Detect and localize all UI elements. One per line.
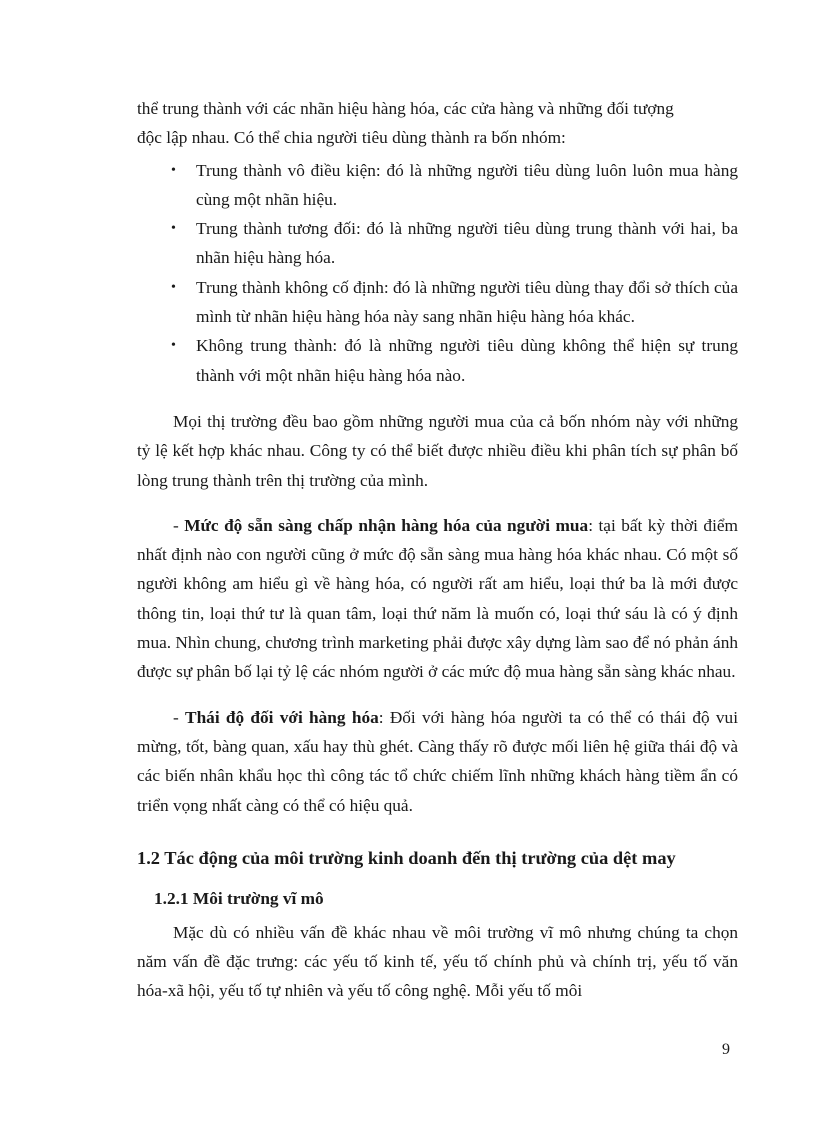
attitude-prefix: - (173, 707, 186, 727)
list-item-text: Trung thành vô điều kiện: đó là những người tiêu dùng luôn luôn mua hàng cùng một nhãn hiệu. (196, 160, 738, 209)
intro-line-2: độc lập nhau. Có thể chia người tiêu dùng thành ra bốn nhóm: (137, 128, 566, 148)
attitude-term: Thái độ đối với hàng hóa (185, 707, 379, 727)
page-content (137, 94, 738, 1022)
list-item-relative (137, 214, 738, 273)
list-item-unconditional (137, 156, 738, 215)
readiness-prefix: - (173, 515, 185, 535)
readiness-body: : tại bất kỳ thời điểm nhất định nào con người cũng ở mức độ sẵn sàng mua hàng hóa khác nhau. Có một số người không am hiểu gì về hàng hóa, có người rất am hiểu, loại thứ ba là mới được thông tin, loại thứ tư là quan tâm, loại thứ năm là muốn có, loại thứ sáu là có ý định mua. Nhìn chung, chương trình marketing phải được xây dựng làm sao để nó phản ánh được sự phân bố lại tỷ lệ các nhóm người ở các mức độ mua hàng sẵn sàng khác nhau. (137, 515, 738, 682)
section-heading: 1.2 Tác động của môi trường kinh doanh đến thị trường của dệt may (137, 847, 676, 868)
bullet-icon: • (171, 221, 176, 237)
readiness-paragraph (137, 511, 738, 687)
list-item-text: Trung thành không cố định: đó là những người tiêu dùng thay đổi sở thích của mình từ nhãn hiệu hàng hóa này sang nhãn hiệu hàng hóa khác. (196, 277, 738, 327)
macro-environment-paragraph: Mặc dù có nhiều vấn đề khác nhau về môi trường vĩ mô nhưng chúng ta chọn năm vấn đề đặc trưng: các yếu tố kinh tế, yếu tố chính phủ và chính trị, yếu tố văn hóa-xã hội, yếu tố tự nhiên và yếu tố công nghệ. Mỗi yếu tố môi (137, 922, 738, 1001)
readiness-term: Mức độ sẵn sàng chấp nhận hàng hóa của người mua (184, 515, 589, 535)
list-item-text: Không trung thành: đó là những người tiêu dùng không thể hiện sự trung thành với một nhãn hiệu hàng hóa nào. (196, 336, 738, 385)
list-item-unstable (137, 273, 738, 332)
intro-paragraph (137, 94, 738, 153)
markets-paragraph: Mọi thị trường đều bao gồm những người mua của cả bốn nhóm này với những tỷ lệ kết hợp khác nhau. Công ty có thể biết được nhiều điều khi phân tích sự phân bố lòng trung thành trên thị trường của mình. (137, 411, 738, 490)
bullet-icon: • (171, 162, 176, 178)
intro-line-1: thể trung thành với các nhãn hiệu hàng hóa, các cửa hàng và những đối tượng (137, 99, 674, 118)
page-number: 9 (722, 1041, 730, 1058)
attitude-paragraph (137, 703, 738, 820)
bullet-icon: • (171, 338, 176, 354)
subsection-heading: 1.2.1 Môi trường vĩ mô (154, 888, 324, 908)
list-item-text: Trung thành tương đối: đó là những người tiêu dùng trung thành với hai, ba nhãn hiệu hàng hóa. (196, 219, 738, 268)
loyalty-groups-list (137, 156, 738, 390)
list-item-disloyal (137, 331, 738, 390)
attitude-body: : Đối với hàng hóa người ta có thể có thái độ vui mừng, tốt, bàng quan, xấu hay thù ghét. Càng thấy rõ được mối liên hệ giữa thái độ và các biến nhân khẩu học thì công tác tổ chức chiếm lĩnh những khách hàng tiềm ẩn có triển vọng nhất càng có thể có hiệu quả. (137, 707, 738, 815)
bullet-icon: • (171, 279, 176, 295)
